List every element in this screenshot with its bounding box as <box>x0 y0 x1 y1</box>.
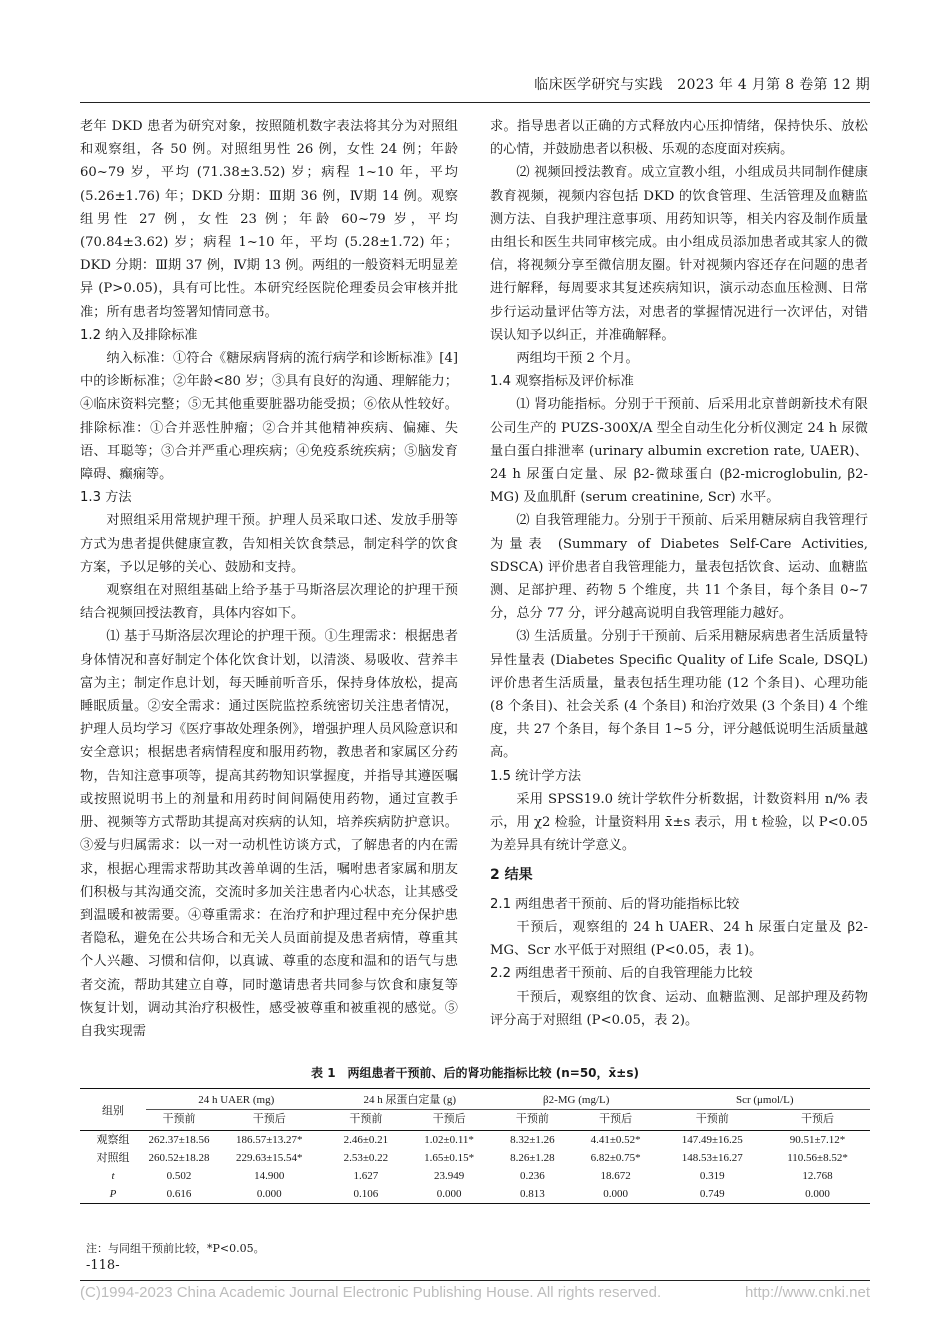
paragraph: ⑵ 自我管理能力。分别于干预前、后采用糖尿病自我管理行为量表 (Summary of Diabetes Self-Care Activities, SDSCA) 评价患者自我管理能力，量表包括饮食、运动、血糖监测、足部护理、药物 5 个维度，共 11 个条目，每个条目 0~7 分，总分 77 分，评分越高说明自我管理能力越好。 <box>490 513 868 622</box>
metric-header: Scr (μmol/L) <box>659 1089 870 1110</box>
table-cell: 4.41±0.52* <box>590 1134 641 1146</box>
section-heading: 2.1 两组患者干预前、后的肾功能指标比较 <box>490 896 740 912</box>
group-header: 组别 <box>80 1089 146 1131</box>
table-cell: 2.46±0.21 <box>343 1134 389 1146</box>
sub-header: 干预后 <box>212 1110 326 1131</box>
row-label: 对照组 <box>96 1152 130 1164</box>
table-cell: 0.000 <box>212 1185 326 1204</box>
table-cell: 0.749 <box>659 1185 765 1204</box>
section-heading: 1.5 统计学方法 <box>490 768 582 784</box>
section-heading: 1.3 方法 <box>80 490 132 506</box>
sub-header: 干预后 <box>572 1110 660 1131</box>
table-cell: 0.236 <box>519 1170 545 1182</box>
row-label: P <box>80 1185 146 1204</box>
table-cell: 262.37±18.56 <box>148 1134 210 1146</box>
section-heading: 1.4 观察指标及评价标准 <box>490 374 634 390</box>
table-row <box>80 1167 870 1185</box>
table-cell: 0.000 <box>405 1185 493 1204</box>
sub-header: 干预前 <box>493 1110 572 1131</box>
sub-header: 干预前 <box>659 1110 765 1131</box>
table-cell: 2.53±0.22 <box>343 1152 389 1164</box>
left-column <box>80 115 458 1043</box>
table-cell: 147.49±16.25 <box>681 1134 743 1146</box>
metric-header: β2-MG (mg/L) <box>493 1089 659 1110</box>
paragraph: 对照组采用常规护理干预。护理人员采取口述、发放手册等方式为患者提供健康宣教，告知相关饮食禁忌，制定科学的饮食方案，予以足够的关心、鼓励和支持。 <box>80 513 458 575</box>
row-label: t <box>111 1170 115 1182</box>
sub-header: 干预前 <box>326 1110 405 1131</box>
table-row <box>80 1149 870 1167</box>
table-cell: 12.768 <box>802 1170 833 1182</box>
table-cell: 0.502 <box>166 1170 192 1182</box>
paragraph: 干预后，观察组的饮食、运动、血糖监测、足部护理及药物评分高于对照组 (P<0.05，表 2)。 <box>490 989 868 1028</box>
copyright-text: (C)1994-2023 China Academic Journal Electronic Publishing House. All rights reserved. <box>80 1284 662 1301</box>
table-cell: 0.616 <box>146 1185 212 1204</box>
table-cell: 0.000 <box>572 1185 660 1204</box>
section-heading: 2 结果 <box>490 866 533 883</box>
table-cell: 0.319 <box>699 1170 725 1182</box>
table-caption: 表 1 两组患者干预前、后的肾功能指标比较 (n=50，x̄±s) <box>311 1066 639 1080</box>
paragraph: 采用 SPSS19.0 统计学软件分析数据，计数资料用 n/% 表示，用 χ2 检验，计量资料用 x̄±s 表示，用 t 检验，以 P<0.05 为差异具有统计学意义。 <box>490 791 868 854</box>
paragraph: 老年 DKD 患者为研究对象，按照随机数字表法将其分为对照组和观察组，各 50 例。对照组男性 26 例，女性 24 例；年龄 60~79 岁，平均 (71.38±3.52) 岁；病程 1~10 年，平均 (5.26±1.76) 年；DKD 分期：Ⅲ期 36 例，Ⅳ期 14 例。观察组男性 27 例，女性 23 例；年龄 60~79 岁，平均 (70.84±3.62) 岁；病程 1~10 年，平均 (5.28±1.72) 年；DKD 分期：Ⅲ期 37 例，Ⅳ期 13 例。两组的一般资料无明显差异 (P>0.05)，具有可比性。本研究经医院伦理委员会审核并批准；所有患者均签署知情同意书。 <box>80 119 458 320</box>
table-cell: 1.65±0.15* <box>424 1152 475 1164</box>
table-row <box>80 1185 870 1204</box>
table-cell: 0.000 <box>765 1185 870 1204</box>
journal-header: 临床医学研究与实践 2023 年 4 月第 8 卷第 12 期 <box>534 77 870 93</box>
table-subheader-row <box>80 1110 870 1131</box>
section-heading: 1.2 纳入及排除标准 <box>80 327 198 343</box>
source-url: http://www.cnki.net <box>744 1284 870 1301</box>
table-cell: 23.949 <box>433 1170 465 1182</box>
paragraph: ⑵ 视频回授法教育。成立宣教小组，小组成员共同制作健康教育视频，视频内容包括 DKD 的饮食管理、生活管理及血糖监测方法、自我护理注意事项、用药知识等，相关内容及制作质量由组长和医生共同审核完成。由小组成员添加患者或其家人的微信，将视频分享至微信朋友圈。针对视频内容还存在问题的患者进行解释，每周要求其复述疾病知识，演示动态血压检测、日常步行运动量评估等方法，对患者的掌握情况进行一次评估，对错误认知予以纠正，并准确解释。 <box>490 165 868 343</box>
footer-rule <box>80 1280 870 1281</box>
table-row <box>80 1131 870 1150</box>
table-cell: 260.52±18.28 <box>148 1152 210 1164</box>
table-cell: 18.672 <box>600 1170 631 1182</box>
paragraph: 观察组在对照组基础上给予基于马斯洛层次理论的护理干预结合视频回授法教育，具体内容如下。 <box>80 583 458 622</box>
right-column <box>490 115 868 1032</box>
paragraph: ⑴ 肾功能指标。分别于干预前、后采用北京普朗新技术有限公司生产的 PUZS-300X/A 型全自动生化分析仪测定 24 h 尿微量白蛋白排泄率 (urinary albumin excretion rate, UAER)、24 h 尿蛋白定量、尿 β2-微球蛋白 (β2-microglobulin, β2-MG) 及血肌酐 (serum creatinine, Scr) 水平。 <box>490 397 868 506</box>
table-cell: 6.82±0.75* <box>590 1152 641 1164</box>
sub-header: 干预后 <box>405 1110 493 1131</box>
table-header-row <box>80 1089 870 1110</box>
table-cell: 1.02±0.11* <box>424 1134 474 1146</box>
table-cell: 90.51±7.12* <box>789 1134 846 1146</box>
paragraph: 求。指导患者以正确的方式释放内心压抑情绪，保持快乐、放松的心情，并鼓励患者以积极、乐观的态度面对疾病。 <box>490 119 868 158</box>
table-note: 注：与同组干预前比较，*P<0.05。 <box>86 1242 265 1255</box>
results-table <box>80 1088 870 1204</box>
table-cell: 0.813 <box>493 1185 572 1204</box>
row-label: 观察组 <box>96 1134 130 1146</box>
sub-header: 干预后 <box>765 1110 870 1131</box>
page-number: -118- <box>86 1258 120 1273</box>
paragraph: ⑶ 生活质量。分别于干预前、后采用糖尿病患者生活质量特异性量表 (Diabetes Specific Quality of Life Scale, DSQL) 评价患者生活质量，量表包括生理功能 (12 个条目)、心理功能 (8 个条目)、社会关系 (4 个条目) 和治疗效果 (3 个条目) 4 个维度，共 27 个条目，每个条目 1~5 分，评分越低说明生活质量越高。 <box>490 629 868 761</box>
table-cell: 8.26±1.28 <box>510 1152 555 1164</box>
section-heading: 2.2 两组患者干预前、后的自我管理能力比较 <box>490 966 753 982</box>
table-cell: 186.57±13.27* <box>235 1134 303 1146</box>
table-cell: 1.627 <box>353 1170 379 1182</box>
paragraph: 纳入标准：①符合《糖尿病肾病的流行病学和诊断标准》[4]中的诊断标准；②年龄<80 岁；③具有良好的沟通、理解能力；④临床资料完整；⑤无其他重要脏器功能受损；⑥依从性较好。排除标准：①合并恶性肿瘤；②合并其他精神疾病、偏瘫、失语、耳聪等；③合并严重心理疾病；④免疫系统疾病；⑤脑发育障碍、癫痫等。 <box>80 351 458 483</box>
table-cell: 229.63±15.54* <box>235 1152 303 1164</box>
footer <box>80 1284 870 1301</box>
paragraph: 两组均干预 2 个月。 <box>516 351 639 367</box>
table-cell: 8.32±1.26 <box>510 1134 555 1146</box>
table-cell: 148.53±16.27 <box>681 1152 743 1164</box>
sub-header: 干预前 <box>146 1110 212 1131</box>
paragraph: ⑴ 基于马斯洛层次理论的护理干预。①生理需求：根据患者身体情况和喜好制定个体化饮食计划，以清淡、易吸收、营养丰富为主；制定作息计划，每天睡前听音乐，保持身体放松，提高睡眠质量。②安全需求：通过医院监控系统密切关注患者情况，护理人员均学习《医疗事故处理条例》，增强护理人员风险意识和安全意识；根据患者病情程度和服用药物，教患者和家属区分药物，告知注意事项等，提高其药物知识掌握度，并指导其遵医嘱或按照说明书上的剂量和用药时间间隔使用药物，通过宣教手册、视频等方式帮助其提高对疾病的认知，培养疾病防护意识。③爱与归属需求：以一对一动机性访谈方式，了解患者的内在需求，根据心理需求帮助其改善单调的生活，嘱咐患者家属和朋友们积极与其沟通交流，交流时多加关注患者内心状态，让其感受到温暖和被需要。④尊重需求：在治疗和护理过程中充分保护患者隐私，避免在公共场合和无关人员面前提及患者病情，尊重其个人兴趣、习惯和信仰，以真诚、尊重的态度和温和的语气与患者交流，帮助其建立自尊，同时邀请患者共同参与饮食和康复等恢复计划，调动其治疗积极性，感受被尊重和被重视的感觉。⑤自我实现需 <box>80 629 458 1039</box>
table-cell: 14.900 <box>254 1170 285 1182</box>
table-cell: 110.56±8.52* <box>787 1152 848 1164</box>
header-rule <box>80 102 870 103</box>
table-cell: 0.106 <box>326 1185 405 1204</box>
metric-header: 24 h UAER (mg) <box>146 1089 326 1110</box>
metric-header: 24 h 尿蛋白定量 (g) <box>326 1089 492 1110</box>
paragraph: 干预后，观察组的 24 h UAER、24 h 尿蛋白定量及 β2-MG、Scr 水平低于对照组 (P<0.05，表 1)。 <box>490 919 868 959</box>
